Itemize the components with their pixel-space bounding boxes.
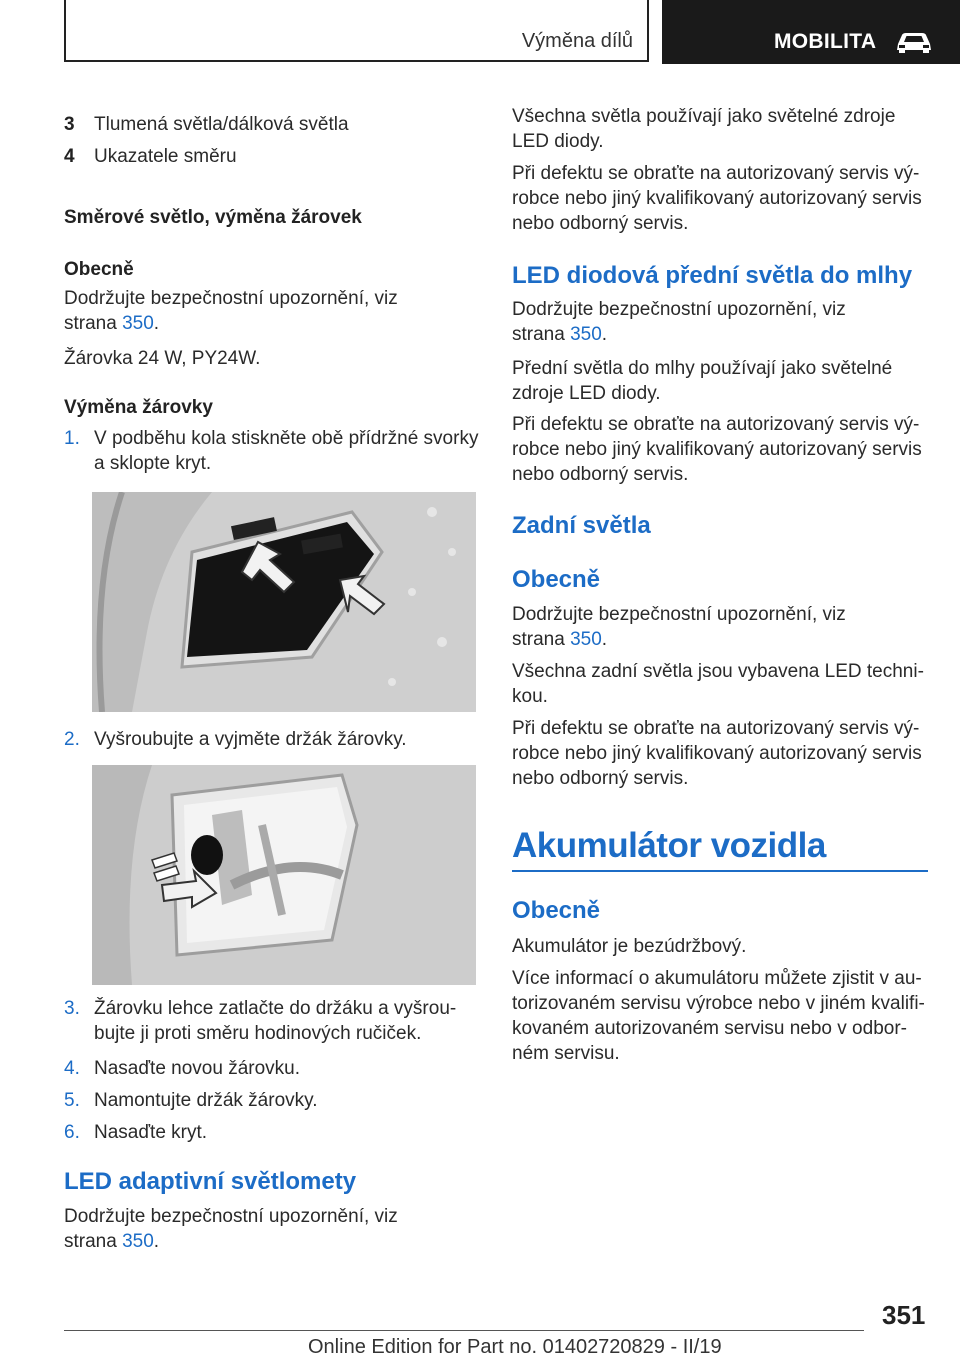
battery-more-1: Více informací o akumulátoru můžete zjistit v au- xyxy=(512,968,922,989)
rear-lights-heading: Zadní světla xyxy=(512,512,651,539)
legend-number-3: 3 xyxy=(64,114,75,135)
legend-text-3: Tlumená světla/dálková světla xyxy=(94,114,349,135)
led-adaptive-text: Dodržujte bezpečnostní upozornění, viz xyxy=(64,1206,398,1227)
defect-text-3: nebo odborný servis. xyxy=(512,213,689,234)
rear-text: Dodržujte bezpečnostní upozornění, viz xyxy=(512,604,846,625)
header-chapter-box xyxy=(662,0,960,64)
step-text-4: Nasaďte novou žárovku. xyxy=(94,1058,301,1079)
fog-use-2: zdroje LED diody. xyxy=(512,383,661,404)
page-link[interactable]: 350 xyxy=(122,1231,154,1252)
rear-text-page: strana 350. xyxy=(512,629,608,650)
page-number: 351 xyxy=(882,1300,926,1330)
battery-text: Akumulátor je bezúdržbový. xyxy=(512,936,747,957)
step-number-5: 5. xyxy=(64,1090,80,1111)
fog-defect-3: nebo odborný servis. xyxy=(512,464,689,485)
fog-defect-1: Při defektu se obraťte na autorizovaný servis vý- xyxy=(512,414,920,435)
fog-defect-2: robce nebo jiný kvalifikovaný autorizovaný servis xyxy=(512,439,922,460)
step-number-1: 1. xyxy=(64,428,80,449)
legend-number-4: 4 xyxy=(64,146,75,167)
step-text-1-cont: a sklopte kryt. xyxy=(94,453,212,474)
rear-defect-2: robce nebo jiný kvalifikovaný autorizovaný servis xyxy=(512,743,922,764)
step-text-1: V podběhu kola stiskněte obě přídržné svorky xyxy=(94,428,479,449)
led-adaptive-text-page: strana 350. xyxy=(64,1231,160,1252)
footer-divider xyxy=(64,1330,864,1331)
intro-text: Všechna světla používají jako světelné zdroje xyxy=(512,106,896,127)
legend-text-4: Ukazatele směru xyxy=(94,146,237,167)
rear-led-1: Všechna zadní světla jsou vybavena LED techni- xyxy=(512,661,924,682)
general-text-page: strana 350. xyxy=(64,313,160,334)
header-section-box xyxy=(64,0,649,62)
rear-general-heading: Obecně xyxy=(512,566,601,593)
header-section-title: Výměna dílů xyxy=(521,30,633,52)
step-number-3: 3. xyxy=(64,998,80,1019)
rear-defect-1: Při defektu se obraťte na autorizovaný servis vý- xyxy=(512,718,920,739)
fog-text: Dodržujte bezpečnostní upozornění, viz xyxy=(512,299,846,320)
battery-heading: Akumulátor vozidla xyxy=(512,826,826,865)
battery-more-2: torizovaném servisu výrobce nebo v jiném kvalifi- xyxy=(512,993,925,1014)
photo-wheel-arch-cover xyxy=(92,492,476,712)
page-link[interactable]: 350 xyxy=(122,313,154,334)
step-text-3: Žárovku lehce zatlačte do držáku a vyšrou- xyxy=(94,998,457,1019)
intro-text-cont: LED diody. xyxy=(512,131,604,152)
step-text-3-cont: bujte ji proti směru hodinových ručiček. xyxy=(94,1023,422,1044)
battery-general-heading: Obecně xyxy=(512,897,601,924)
footer-edition: Online Edition for Part no. 01402720829 - II/19 xyxy=(308,1336,722,1358)
turn-signal-heading: Směrové světlo, výměna žárovek xyxy=(64,207,362,228)
fog-use-1: Přední světla do mlhy používají jako světelné xyxy=(512,358,893,379)
car-icon xyxy=(894,30,934,54)
general-text: Dodržujte bezpečnostní upozornění, viz xyxy=(64,288,398,309)
fog-text-page: strana 350. xyxy=(512,324,608,345)
battery-more-4: ném servisu. xyxy=(512,1043,620,1064)
step-number-4: 4. xyxy=(64,1058,80,1079)
page-link[interactable]: 350 xyxy=(570,629,602,650)
step-text-2: Vyšroubujte a vyjměte držák žárovky. xyxy=(94,729,407,750)
replace-heading: Výměna žárovky xyxy=(64,397,213,418)
step-number-6: 6. xyxy=(64,1122,80,1143)
header-chapter-title: MOBILITA xyxy=(774,30,877,53)
fog-lights-heading: LED diodová přední světla do mlhy xyxy=(512,262,913,289)
step-text-6: Nasaďte kryt. xyxy=(94,1122,208,1143)
photo-bulb-holder xyxy=(92,765,476,985)
rear-defect-3: nebo odborný servis. xyxy=(512,768,689,789)
page-link[interactable]: 350 xyxy=(570,324,602,345)
heading-underline xyxy=(512,870,928,872)
step-text-5: Namontujte držák žárovky. xyxy=(94,1090,318,1111)
rear-led-2: kou. xyxy=(512,686,548,707)
defect-text-1: Při defektu se obraťte na autorizovaný servis vý- xyxy=(512,163,920,184)
step-number-2: 2. xyxy=(64,729,80,750)
defect-text-2: robce nebo jiný kvalifikovaný autorizovaný servis xyxy=(512,188,922,209)
bulb-spec: Žárovka 24 W, PY24W. xyxy=(64,348,261,369)
battery-more-3: kovaném autorizovaném servisu nebo v odbor- xyxy=(512,1018,907,1039)
led-adaptive-heading: LED adaptivní světlomety xyxy=(64,1168,357,1195)
general-heading: Obecně xyxy=(64,259,134,280)
